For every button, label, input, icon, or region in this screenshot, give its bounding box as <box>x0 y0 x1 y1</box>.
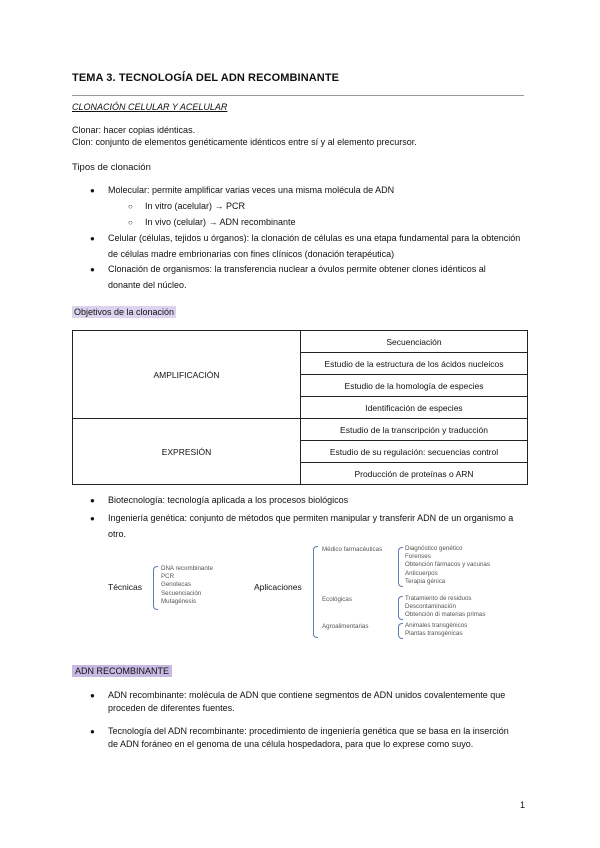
list-item: Terapia génica <box>405 577 446 585</box>
list-item: Anticuerpos <box>405 569 438 577</box>
ingenieria-item-1: Ingeniería genética: conjunto de métodos que permiten manipular y transferir ADN de un organismo a <box>108 513 514 523</box>
bullet-icon: ● <box>90 265 95 274</box>
tipo-organismos-1: Clonación de organismos: la transferencia nuclear a óvulos permite obtener clones idénticos al <box>108 264 486 274</box>
table-cell: Estudio de la homología de especies <box>301 375 528 397</box>
tipo-invitro: In vitro (acelular) → PCR <box>145 201 246 211</box>
biotecnologia-item: Biotecnología: tecnología aplicada a los procesos biológicos <box>108 495 349 505</box>
diagram-aplicaciones-label: Aplicaciones <box>254 582 302 592</box>
list-item: Obtención di materias primas <box>405 611 486 619</box>
tipo-organismos-2: donante del núcleo. <box>108 280 187 290</box>
circle-bullet-icon: ○ <box>128 218 133 227</box>
list-item: Plantas transgénicas <box>405 630 463 638</box>
list-item: PCR <box>161 573 175 581</box>
section-heading-clonacion: CLONACIÓN CELULAR Y ACELULAR <box>72 102 228 112</box>
bullet-icon: ● <box>90 691 95 700</box>
tipo-invivo: In vivo (celular) → ADN recombinante <box>145 217 296 227</box>
table-cell: Producción de proteínas o ARN <box>301 463 528 485</box>
objetivos-heading <box>72 307 176 317</box>
definition-clonar: Clonar: hacer copias idénticas. <box>72 125 196 135</box>
table-cell: Identificación de especies <box>301 397 528 419</box>
adn-heading-text: ADN RECOMBINANTE <box>72 665 172 677</box>
bullet-icon: ● <box>90 727 95 736</box>
definition-clon: Clon: conjunto de elementos genéticamente idénticos entre sí y al elemento precursor. <box>72 137 417 147</box>
circle-bullet-icon: ○ <box>128 202 133 211</box>
adn-def-1b: proceden de diferentes fuentes. <box>108 703 235 713</box>
diagram-tecnicas-list <box>161 565 213 606</box>
brace-icon <box>313 546 318 638</box>
tipo-celular-2: de células madre embrionarias con fines clínicos (donación terapéutica) <box>108 249 395 259</box>
table-cell: Estudio de su regulación: secuencias control <box>301 441 528 463</box>
list-item: Genotecas <box>161 581 191 589</box>
adn-def-2b: de ADN foráneo en el genoma de una célula hospedadora, para que lo exprese como suyo. <box>108 739 474 749</box>
diagram-tecnicas-label: Técnicas <box>108 582 143 592</box>
list-item: Secuenciación <box>161 589 202 597</box>
tipos-heading: Tipos de clonación <box>72 162 151 173</box>
adn-def-2a: Tecnología del ADN recombinante: procedimiento de ingeniería genética que se basa en la inserción <box>108 726 509 736</box>
list-item: Diagnóstico genético <box>405 545 463 552</box>
list-item: Obtención fármacos y vacunas <box>405 561 490 569</box>
diagram-ecologicas: Ecológicas <box>322 596 352 603</box>
adn-heading <box>72 666 172 676</box>
objetivos-table <box>72 330 528 485</box>
brace-icon <box>153 566 158 610</box>
page-number: 1 <box>520 800 526 810</box>
list-item: DNA recombinante <box>161 565 213 572</box>
brace-icon <box>398 547 403 587</box>
list-item: Forenses <box>405 553 431 561</box>
bullet-icon: ● <box>90 514 95 523</box>
diagram-agro: Agroalimentarias <box>322 623 369 630</box>
table-cell-amplificacion: AMPLIFICACIÓN <box>73 331 301 419</box>
table-cell-expresion: EXPRESIÓN <box>73 419 301 485</box>
tipo-molecular: Molecular: permite amplificar varias veces una misma molécula de ADN <box>108 185 395 195</box>
table-cell: Secuenciación <box>301 331 528 353</box>
table-cell: Estudio de la estructura de los ácidos nucleicos <box>301 353 528 375</box>
diagram-ecologicas-list <box>405 595 485 620</box>
list-item: Animales transgénicos <box>405 622 468 629</box>
title-divider <box>72 95 524 96</box>
diagram-medico-list <box>405 545 490 586</box>
diagram-medico: Médico farmacéuticas <box>322 546 383 553</box>
table-cell: Estudio de la transcripción y traducción <box>301 419 528 441</box>
bullet-icon: ● <box>90 234 95 243</box>
list-item: Tratamiento de residuos <box>405 595 472 602</box>
bullet-icon: ● <box>90 496 95 505</box>
page-title: TEMA 3. TECNOLOGÍA DEL ADN RECOMBINANTE <box>72 72 340 84</box>
bullet-icon: ● <box>90 186 95 195</box>
list-item: Mutagénesis <box>161 597 197 605</box>
brace-icon <box>398 596 403 620</box>
adn-def-1a: ADN recombinante: molécula de ADN que contiene segmentos de ADN unidos covalentemente que <box>108 690 506 700</box>
ingenieria-item-2: otro. <box>108 529 127 539</box>
list-item: Descontaminación <box>405 603 456 611</box>
brace-icon <box>398 623 403 639</box>
diagram-agro-list <box>405 622 467 638</box>
objetivos-heading-text: Objetivos de la clonación <box>74 307 175 317</box>
tipo-celular-1: Celular (células, tejidos u órganos): la clonación de células es una etapa fundamental para la obtención <box>108 233 521 243</box>
